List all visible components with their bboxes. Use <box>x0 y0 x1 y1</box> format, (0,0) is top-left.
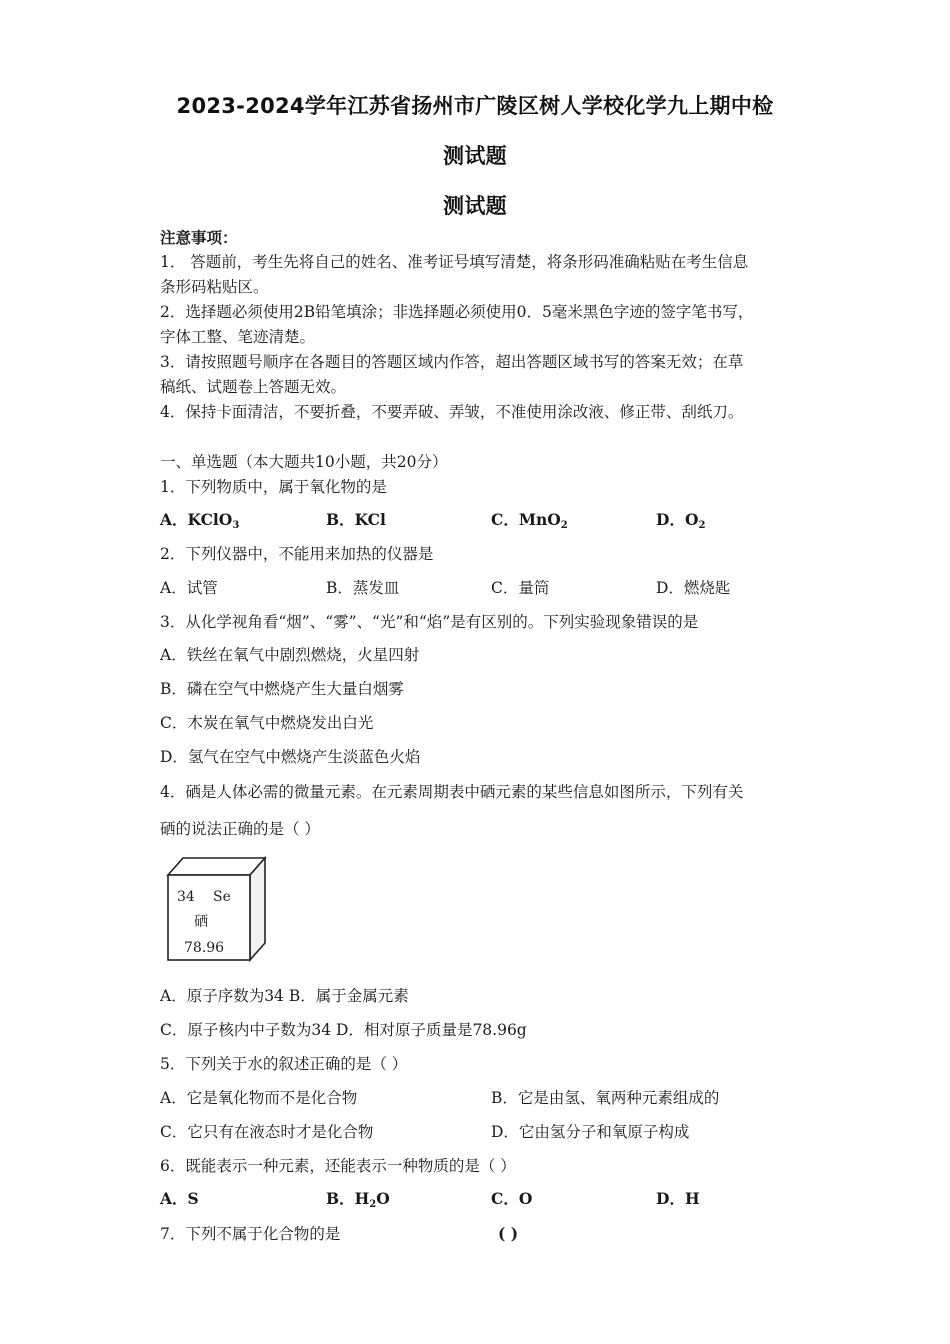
selenium-element-card <box>163 853 271 969</box>
question-1-option-c: C．MnO$_2$ <box>491 510 568 531</box>
question-6-option-b: B．$H_2O$ <box>326 1189 390 1210</box>
exam-title-line1: 2023-2024学年江苏省扬州市广陵区树人学校化学九上期中检 <box>176 94 774 118</box>
question-5-stem: 5．下列关于水的叙述正确的是（ ） <box>160 1055 408 1073</box>
question-2-option-b: B．蒸发皿 <box>326 579 400 597</box>
question-5-option-c: C．它只有在液态时才是化合物 <box>160 1123 374 1141</box>
question-6-option-c: C．O <box>491 1189 533 1208</box>
question-1-option-b: B．KCl <box>326 510 386 529</box>
question-3-option-b: B．磷在空气中燃烧产生大量白烟雾 <box>160 680 404 698</box>
question-2-option-c: C．量筒 <box>491 579 550 597</box>
element-name: 硒 <box>194 914 208 930</box>
element-atomic-number: 34 <box>177 889 195 905</box>
question-4-options-line2: C．原子核内中子数为34 D．相对原子质量是78.96g <box>160 1021 527 1039</box>
notice-heading: 注意事项： <box>160 228 238 247</box>
question-2-option-d: D．燃烧匙 <box>656 579 731 597</box>
notice-line: 2．选择题必须使用2B铅笔填涂；非选择题必须使用0．5毫米黑色字迹的签字笔书写， <box>160 303 754 321</box>
question-1-stem: 1．下列物质中，属于氧化物的是 <box>160 478 387 496</box>
element-atomic-mass: 78.96 <box>184 940 225 956</box>
exam-title-line3: 测试题 <box>443 194 507 218</box>
exam-title-line2: 测试题 <box>443 144 507 168</box>
question-2-option-a: A．试管 <box>160 579 218 597</box>
question-5-option-b: B．它是由氢、氧两种元素组成的 <box>491 1089 720 1107</box>
question-6-option-d: D．H <box>656 1189 700 1208</box>
question-4-stem-line1: 4．硒是人体必需的微量元素。在元素周期表中硒元素的某些信息如图所示，下列有关 <box>160 783 744 801</box>
element-symbol: Se <box>213 889 231 905</box>
question-3-option-d: D．氢气在空气中燃烧产生淡蓝色火焰 <box>160 748 421 766</box>
notice-line: 字体工整、笔迹清楚。 <box>160 328 316 346</box>
question-3-stem: 3．从化学视角看“烟”、“雾”、“光”和“焰”是有区别的。下列实验现象错误的是 <box>160 613 699 631</box>
question-3-option-c: C．木炭在氧气中燃烧发出白光 <box>160 714 374 732</box>
question-6-stem: 6．既能表示一种元素，还能表示一种物质的是（ ） <box>160 1157 516 1175</box>
question-7-answer-paren: ( ) <box>498 1224 519 1243</box>
question-5-option-a: A．它是氧化物而不是化合物 <box>160 1089 358 1107</box>
question-7-stem: 7．下列不属于化合物的是 <box>160 1225 341 1243</box>
question-5-option-d: D．它由氢分子和氧原子构成 <box>491 1123 690 1141</box>
notice-line: 1． 答题前，考生先将自己的姓名、准考证号填写清楚，将条形码准确粘贴在考生信息 <box>160 253 749 271</box>
question-6-option-a: A．S <box>160 1189 199 1208</box>
question-4-options-line1: A．原子序数为34 B．属于金属元素 <box>160 987 409 1005</box>
question-2-stem: 2．下列仪器中，不能用来加热的仪器是 <box>160 545 434 563</box>
notice-line: 4．保持卡面清洁，不要折叠，不要弄破、弄皱，不准使用涂改液、修正带、刮纸刀。 <box>160 403 744 421</box>
notice-line: 3．请按照题号顺序在各题目的答题区域内作答，超出答题区域书写的答案无效；在草 <box>160 353 744 371</box>
question-4-stem-line2: 硒的说法正确的是（ ） <box>160 820 320 838</box>
element-cube-figure <box>163 853 271 965</box>
question-1-option-a: A．KClO$_3$ <box>160 510 240 531</box>
section-heading: 一、单选题（本大题共10小题，共20分） <box>160 453 448 471</box>
notice-line: 稿纸、试题卷上答题无效。 <box>160 378 347 396</box>
question-3-option-a: A．铁丝在氧气中剧烈燃烧，火星四射 <box>160 646 420 664</box>
question-1-option-d: D．$O_2$ <box>656 510 706 531</box>
notice-line: 条形码粘贴区。 <box>160 278 269 296</box>
